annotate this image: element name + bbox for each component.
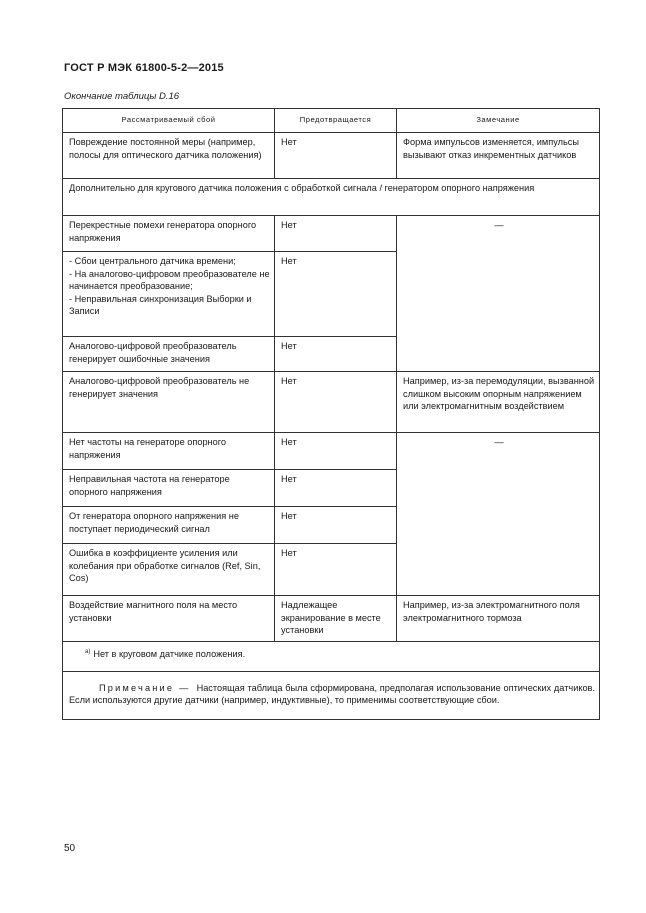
footnote-cell (63, 642, 600, 672)
table-row (63, 433, 600, 470)
column-header-remark: Замечание (397, 109, 600, 133)
fault-line: - Сбои центрального датчика времени; (69, 256, 236, 266)
remark-cell-merged: — (397, 433, 600, 596)
section-cell: Дополнительно для кругового датчика положения с обработкой сигнала / генератором опорного напряжения (63, 179, 600, 216)
prevented-cell: Нет (275, 252, 397, 337)
table-row (63, 133, 600, 179)
fault-cell: От генератора опорного напряжения не поступает периодический сигнал (63, 507, 275, 544)
document-code: ГОСТ Р МЭК 61800-5-2—2015 (64, 62, 224, 74)
prevented-cell: Нет (275, 216, 397, 252)
fault-cell: Неправильная частота на генераторе опорного напряжения (63, 470, 275, 507)
prevented-cell: Нет (275, 433, 397, 470)
footnote-text: Нет в круговом датчике положения. (93, 649, 246, 659)
fault-cell: Повреждение постоянной меры (например, полосы для оптического датчика положения) (63, 133, 275, 179)
remark-cell-merged: — (397, 216, 600, 372)
column-header-prevented: Предотвращается (275, 109, 397, 133)
prevented-cell: Надлежащее экранирование в месте установки (275, 596, 397, 642)
fault-cell: Воздействие магнитного поля на место установки (63, 596, 275, 642)
table-row (63, 216, 600, 252)
table-header-row (63, 109, 600, 133)
table-row (63, 372, 600, 433)
table-caption: Окончание таблицы D.16 (64, 91, 180, 102)
remark-cell: Форма импульсов изменяется, импульсы вызывают отказ инкрементных датчиков (397, 133, 600, 179)
column-header-fault: Рассматриваемый сбой (63, 109, 275, 133)
fault-cell: Перекрестные помехи генератора опорного напряжения (63, 216, 275, 252)
prevented-cell: Нет (275, 544, 397, 596)
table-row (63, 596, 600, 642)
section-row (63, 179, 600, 216)
note-row (63, 671, 600, 719)
prevented-cell: Нет (275, 337, 397, 372)
note-cell (63, 671, 600, 719)
fault-cell: Аналогово-цифровой преобразователь не генерирует значения (63, 372, 275, 433)
prevented-cell: Нет (275, 507, 397, 544)
fault-line: - Неправильная синхронизация Выборки и Записи (69, 293, 252, 316)
faults-table (62, 108, 600, 720)
footnote-row (63, 642, 600, 672)
note-text: Настоящая таблица была сформирована, предполагая использование оптических датчиков. Если используются другие датчики (например, индуктивные), то применимы соответствующие сбои. (69, 682, 595, 705)
fault-cell: Аналогово-цифровой преобразователь генерирует ошибочные значения (63, 337, 275, 372)
page-number: 50 (64, 843, 76, 854)
fault-line: - На аналогово-цифровом преобразователе не начинается преобразование; (69, 268, 270, 291)
fault-cell: Ошибка в коэффициенте усиления или колебания при обработке сигналов (Ref, Sin, Cos) (63, 544, 275, 596)
remark-cell: Например, из-за электромагнитного поля электромагнитного тормоза (397, 596, 600, 642)
prevented-cell: Нет (275, 133, 397, 179)
fault-cell (63, 252, 275, 337)
remark-cell: Например, из-за перемодуляции, вызванной слишком высоким опорным напряжением или электромагнитным воздействием (397, 372, 600, 433)
prevented-cell: Нет (275, 470, 397, 507)
fault-cell: Нет частоты на генераторе опорного напряжения (63, 433, 275, 470)
note-lead: Примечание — (99, 682, 191, 693)
footnote-mark: а) (85, 649, 91, 655)
prevented-cell: Нет (275, 372, 397, 433)
